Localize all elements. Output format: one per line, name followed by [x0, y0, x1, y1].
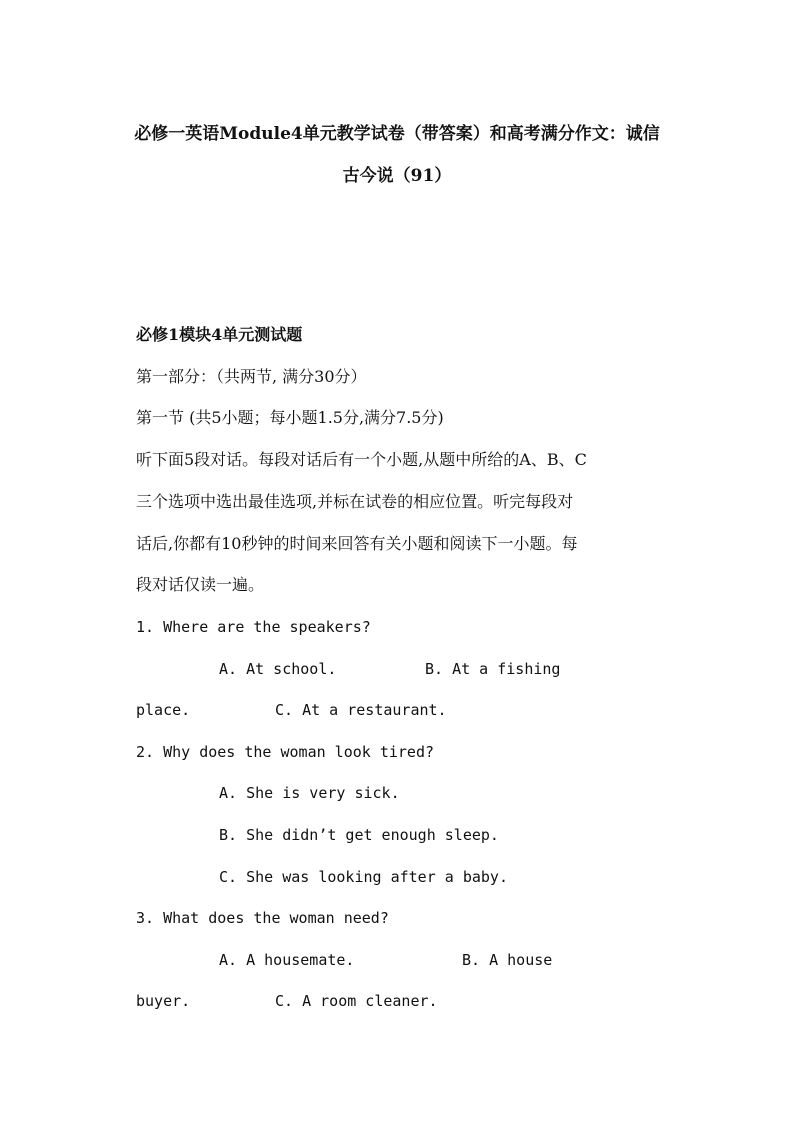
- question-1-option-b: B. At a fishing: [425, 660, 561, 678]
- instruction-line: 段对话仅读一遍。: [136, 575, 265, 594]
- question-3-option-a: A. A housemate.: [219, 951, 355, 969]
- question-3-option-b: B. A house: [462, 951, 553, 969]
- question-2-stem: 2. Why does the woman look tired?: [136, 743, 435, 761]
- question-2-option-c: C. She was looking after a baby.: [219, 868, 508, 886]
- question-2-option-a: A. She is very sick.: [219, 784, 400, 802]
- instruction-line: 听下面5段对话。每段对话后有一个小题,从题中所给的A、B、C: [136, 450, 587, 469]
- document-title-line-2: 古今说（91）: [342, 166, 452, 186]
- question-3-option-c: C. A room cleaner.: [275, 992, 438, 1010]
- question-3-option-b-continued: buyer.: [136, 992, 191, 1010]
- question-3-stem: 3. What does the woman need?: [136, 909, 389, 927]
- question-1-stem: 1. Where are the speakers?: [136, 618, 371, 636]
- document-title-line-1: 必修一英语Module4单元教学试卷（带答案）和高考满分作文：诚信: [134, 124, 660, 144]
- part-one-heading: 第一部分：（共两节, 满分30分）: [136, 367, 367, 386]
- section-one-heading: 第一节 (共5小题；每小题1.5分,满分7.5分): [136, 408, 444, 427]
- question-1-option-c: C. At a restaurant.: [275, 701, 447, 719]
- section-heading: 必修1模块4单元测试题: [136, 325, 303, 344]
- question-1-option-a: A. At school.: [219, 660, 337, 678]
- question-1-option-b-continued: place.: [136, 701, 191, 719]
- instruction-line: 三个选项中选出最佳选项,并标在试卷的相应位置。听完每段对: [136, 492, 574, 511]
- instruction-line: 话后,你都有10秒钟的时间来回答有关小题和阅读下一小题。每: [136, 534, 578, 553]
- question-2-option-b: B. She didn’t get enough sleep.: [219, 826, 499, 844]
